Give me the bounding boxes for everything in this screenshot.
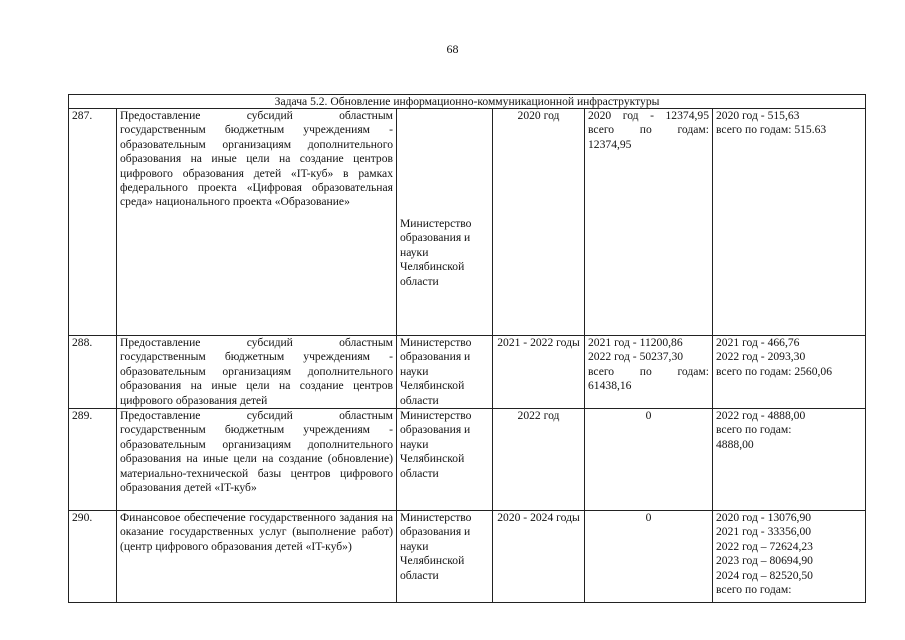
federal-funding-line: 2022 год - 50237,30 xyxy=(588,350,684,364)
regional-funding xyxy=(713,409,866,511)
federal-funding: 0 xyxy=(585,511,713,603)
regional-funding xyxy=(713,336,866,409)
regional-funding-line: всего по годам: xyxy=(716,583,792,597)
table-row xyxy=(69,409,866,511)
regional-funding-line: 4888,00 xyxy=(716,437,754,451)
federal-funding-line: 2021 год - 11200,86 xyxy=(588,336,683,349)
regional-funding-line: всего по годам: 2560,06 xyxy=(716,364,833,378)
activity-description: Финансовое обеспечение государственного задания на оказание государственных услуг (выполнение работ) (центр цифрового образования детей «IT-куб») xyxy=(117,511,397,603)
implementation-period: 2020 - 2024 годы xyxy=(493,511,585,603)
regional-funding-line: 2024 год – 82520,50 xyxy=(716,568,813,582)
regional-funding xyxy=(713,511,866,603)
regional-funding-line: всего по годам: 515.63 xyxy=(716,123,827,137)
federal-funding xyxy=(585,336,713,409)
regional-funding-line: всего по годам: xyxy=(716,423,792,437)
row-number: 289. xyxy=(69,409,117,511)
responsible-department: Министерство образования и науки Челябинской области xyxy=(397,336,493,409)
row-number: 287. xyxy=(69,109,117,336)
regional-funding-line: 2022 год - 4888,00 xyxy=(716,409,806,423)
implementation-period: 2020 год xyxy=(493,109,585,336)
row-number: 290. xyxy=(69,511,117,603)
program-activities-table xyxy=(68,94,866,603)
activity-description: Предоставление субсидий областным государственным бюджетным учреждениям - образовательным организациям дополнительного образования на иные цели на создание центров цифрового образования детей «IT-куб» в рамках федерального проекта «Цифровая образовательная среда» национального проекта «Образование» xyxy=(117,109,397,336)
regional-funding-line: 2021 год - 466,76 xyxy=(716,336,800,349)
activity-description: Предоставление субсидий областным государственным бюджетным учреждениям - образовательным организациям дополнительного образования на иные цели на создание (обновление) материально-технической базы центров цифрового образования детей «IT-куб» xyxy=(117,409,397,511)
regional-funding-line: 2023 год – 80694,90 xyxy=(716,554,813,568)
regional-funding-line: 2022 год – 72624,23 xyxy=(716,539,813,553)
implementation-period: 2022 год xyxy=(493,409,585,511)
federal-funding: 0 xyxy=(585,409,713,511)
regional-funding-line: 2022 год - 2093,30 xyxy=(716,350,806,364)
implementation-period: 2021 - 2022 годы xyxy=(493,336,585,409)
regional-funding-line: 2020 год - 13076,90 xyxy=(716,511,812,525)
regional-funding xyxy=(713,109,866,336)
regional-funding-line: 2020 год - 515,63 xyxy=(716,109,800,122)
table-row xyxy=(69,109,866,336)
task-header-row xyxy=(69,95,866,109)
federal-funding: 2020 год - 12374,95 всего по годам: 12374,95 xyxy=(585,109,713,336)
responsible-department: Министерство образования и науки Челябинской области xyxy=(397,409,493,511)
table-row xyxy=(69,511,866,603)
federal-funding-total: всего по годам: 61438,16 xyxy=(588,364,709,393)
table-row xyxy=(69,336,866,409)
responsible-department: Министерство образования и науки Челябинской области xyxy=(397,109,493,336)
task-header: Задача 5.2. Обновление информационно-коммуникационной инфраструктуры xyxy=(69,95,866,109)
row-number: 288. xyxy=(69,336,117,409)
regional-funding-line: 2021 год - 33356,00 xyxy=(716,525,812,539)
page-number: 68 xyxy=(446,42,459,56)
activity-description: Предоставление субсидий областным государственным бюджетным учреждениям - образовательным организациям дополнительного образования на иные цели на создание центров цифрового образования детей xyxy=(117,336,397,409)
responsible-department: Министерство образования и науки Челябинской области xyxy=(397,511,493,603)
